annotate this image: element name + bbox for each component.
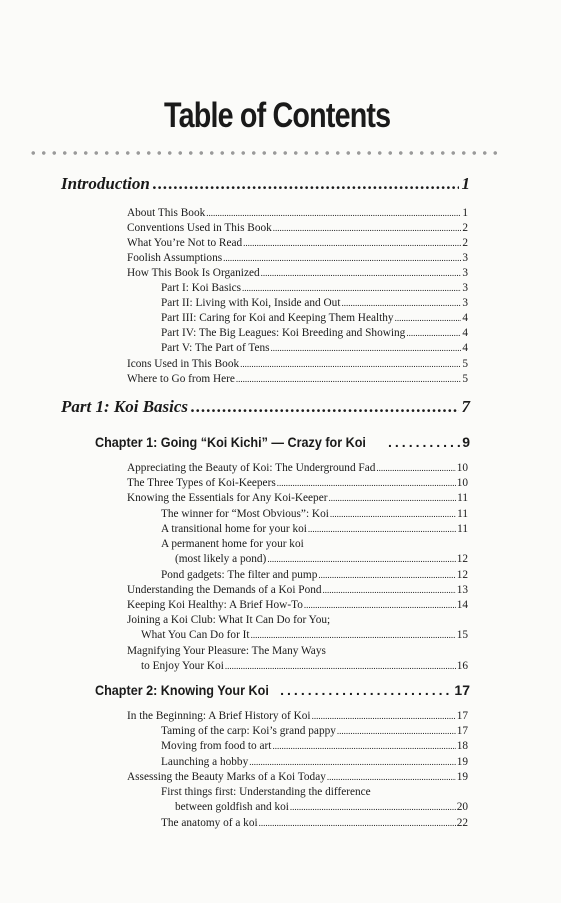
toc-entry[interactable] bbox=[127, 357, 468, 371]
chapter-label: Chapter 2: Knowing Your Koi bbox=[95, 682, 269, 698]
entry-label: The anatomy of a koi bbox=[161, 817, 258, 829]
entry-label: Taming of the carp: Koi’s grand pappy bbox=[161, 725, 336, 737]
toc-subentry[interactable] bbox=[161, 281, 468, 295]
page-number: 13 bbox=[456, 584, 468, 596]
dot-leader bbox=[261, 266, 462, 280]
dot-leader bbox=[304, 598, 456, 612]
entry-label: Part III: Caring for Koi and Keeping Them Healthy bbox=[161, 312, 394, 324]
dot-leader bbox=[225, 659, 456, 673]
toc-subentry[interactable] bbox=[161, 724, 468, 738]
dot-leader bbox=[251, 628, 456, 642]
toc-subentry[interactable] bbox=[161, 311, 468, 325]
toc-entry[interactable] bbox=[141, 659, 468, 673]
dot-leader bbox=[280, 682, 452, 698]
entry-label: between goldfish and koi bbox=[175, 801, 289, 813]
page-number: 3 bbox=[462, 267, 468, 279]
page-number: 19 bbox=[456, 756, 468, 768]
entry-label: Understanding the Demands of a Koi Pond bbox=[127, 584, 322, 596]
dot-leader bbox=[330, 507, 456, 521]
entry-label: Part I: Koi Basics bbox=[161, 282, 242, 294]
toc-entry[interactable] bbox=[127, 266, 468, 280]
page-number: 20 bbox=[456, 801, 468, 813]
entry-label: Where to Go from Here bbox=[127, 373, 235, 385]
page-number: 15 bbox=[456, 629, 468, 641]
toc-entry[interactable] bbox=[127, 709, 468, 723]
toc-entry[interactable] bbox=[127, 251, 468, 265]
toc-entry[interactable] bbox=[127, 236, 468, 250]
toc-entry[interactable] bbox=[127, 206, 468, 220]
toc-subentry[interactable] bbox=[161, 522, 468, 536]
page-number: 17 bbox=[454, 682, 470, 698]
dot-leader bbox=[243, 236, 461, 250]
part-label: Part 1: Koi Basics bbox=[61, 397, 189, 416]
toc-entry-line1[interactable]: Magnifying Your Pleasure: The Many Ways bbox=[127, 645, 326, 657]
toc-entry[interactable] bbox=[127, 372, 468, 386]
page-number: 18 bbox=[456, 740, 468, 752]
dot-leader bbox=[191, 397, 458, 417]
entry-label: Assessing the Beauty Marks of a Koi Today bbox=[127, 771, 326, 783]
dotted-divider bbox=[28, 150, 498, 156]
toc-subentry-line1[interactable]: A permanent home for your koi bbox=[161, 538, 304, 550]
toc-section-introduction[interactable] bbox=[61, 174, 470, 194]
page-number: 14 bbox=[456, 599, 468, 611]
page-title: Table of Contents bbox=[164, 96, 391, 135]
entry-label: Foolish Assumptions bbox=[127, 252, 223, 264]
page-number: 10 bbox=[456, 462, 468, 474]
dot-leader bbox=[236, 372, 461, 386]
toc-subentry[interactable] bbox=[161, 755, 468, 769]
page-number: 11 bbox=[457, 523, 468, 535]
entry-label: About This Book bbox=[127, 207, 206, 219]
toc-part-1[interactable] bbox=[61, 397, 470, 417]
dot-leader bbox=[388, 434, 460, 450]
entry-label: Conventions Used in This Book bbox=[127, 222, 272, 234]
page-number: 12 bbox=[456, 553, 468, 565]
dot-leader bbox=[272, 739, 455, 753]
entry-label: Launching a hobby bbox=[161, 756, 249, 768]
page-number: 5 bbox=[462, 373, 468, 385]
toc-entry-line1[interactable]: Joining a Koi Club: What It Can Do for You; bbox=[127, 614, 331, 626]
toc-subentry[interactable] bbox=[161, 568, 468, 582]
dot-leader bbox=[376, 461, 455, 475]
page-number: 1 bbox=[461, 174, 470, 193]
page-number: 17 bbox=[456, 710, 468, 722]
dot-leader bbox=[323, 583, 456, 597]
dot-leader bbox=[223, 251, 461, 265]
page-number: 3 bbox=[462, 252, 468, 264]
dot-leader bbox=[271, 341, 462, 355]
entry-label: Pond gadgets: The filter and pump bbox=[161, 569, 318, 581]
toc-subentry[interactable] bbox=[161, 816, 468, 830]
dot-leader bbox=[328, 491, 456, 505]
toc-entry[interactable] bbox=[141, 628, 468, 642]
entry-label: Part IV: The Big Leagues: Koi Breeding and Showing bbox=[161, 327, 406, 339]
entry-label: Part II: Living with Koi, Inside and Out bbox=[161, 297, 341, 309]
page-number: 4 bbox=[462, 312, 468, 324]
entry-label: (most likely a pond) bbox=[175, 553, 267, 565]
dot-leader bbox=[312, 709, 456, 723]
page-number: 11 bbox=[457, 492, 468, 504]
toc-chapter-1[interactable] bbox=[95, 434, 470, 450]
entry-label: Moving from food to art bbox=[161, 740, 272, 752]
dot-leader bbox=[267, 552, 455, 566]
page-number: 2 bbox=[462, 222, 468, 234]
entry-label: The winner for “Most Obvious”: Koi bbox=[161, 508, 329, 520]
page-number: 3 bbox=[462, 297, 468, 309]
toc-entry[interactable] bbox=[127, 583, 468, 597]
page-number: 10 bbox=[456, 477, 468, 489]
dot-leader bbox=[240, 357, 461, 371]
page-number: 4 bbox=[462, 342, 468, 354]
page-number: 11 bbox=[457, 508, 468, 520]
dot-leader bbox=[327, 770, 456, 784]
section-label: Introduction bbox=[61, 174, 150, 193]
toc-subentry-line1[interactable]: First things first: Understanding the difference bbox=[161, 786, 371, 798]
toc-subentry[interactable] bbox=[161, 739, 468, 753]
dot-leader bbox=[273, 221, 462, 235]
dot-leader bbox=[153, 174, 459, 194]
page-number: 16 bbox=[456, 660, 468, 672]
page-number: 12 bbox=[456, 569, 468, 581]
page-number: 17 bbox=[456, 725, 468, 737]
page-number: 3 bbox=[462, 282, 468, 294]
toc-subentry[interactable] bbox=[161, 341, 468, 355]
page-number: 7 bbox=[461, 397, 470, 416]
entry-label: A transitional home for your koi bbox=[161, 523, 307, 535]
dot-leader bbox=[277, 476, 456, 490]
entry-label: In the Beginning: A Brief History of Koi bbox=[127, 710, 311, 722]
entry-label: Knowing the Essentials for Any Koi-Keeper bbox=[127, 492, 328, 504]
toc-chapter-2[interactable] bbox=[95, 682, 470, 698]
page-number: 5 bbox=[462, 358, 468, 370]
dot-leader bbox=[290, 800, 456, 814]
toc-entry[interactable] bbox=[127, 770, 468, 784]
page-number: 4 bbox=[462, 327, 468, 339]
dot-leader bbox=[406, 326, 461, 340]
entry-label: How This Book Is Organized bbox=[127, 267, 260, 279]
dot-leader bbox=[337, 724, 456, 738]
toc-entry[interactable] bbox=[127, 598, 468, 612]
dot-leader bbox=[395, 311, 462, 325]
dot-leader bbox=[341, 296, 461, 310]
toc-subentry[interactable] bbox=[175, 800, 468, 814]
dot-leader bbox=[206, 206, 461, 220]
toc-subentry[interactable] bbox=[175, 552, 468, 566]
toc-subentry[interactable] bbox=[161, 296, 468, 310]
entry-label: The Three Types of Koi-Keepers bbox=[127, 477, 276, 489]
chapter-label: Chapter 1: Going “Koi Kichi” — Crazy for Koi bbox=[95, 434, 366, 450]
entry-label: What You’re Not to Read bbox=[127, 237, 243, 249]
entry-label: Part V: The Part of Tens bbox=[161, 342, 270, 354]
page-number: 9 bbox=[462, 434, 470, 450]
entry-label: to Enjoy Your Koi bbox=[141, 660, 224, 672]
page-number: 2 bbox=[462, 237, 468, 249]
entry-label: Icons Used in This Book bbox=[127, 358, 240, 370]
toc-entry[interactable] bbox=[127, 491, 468, 505]
entry-label: What You Can Do for It bbox=[141, 629, 250, 641]
dot-leader bbox=[259, 816, 456, 830]
toc-subentry[interactable] bbox=[161, 326, 468, 340]
dot-leader bbox=[249, 755, 455, 769]
toc-entry[interactable] bbox=[127, 476, 468, 490]
toc-entry[interactable] bbox=[127, 461, 468, 475]
entry-label: Keeping Koi Healthy: A Brief How-To bbox=[127, 599, 303, 611]
page-number: 1 bbox=[462, 207, 468, 219]
toc-entry[interactable] bbox=[127, 221, 468, 235]
toc-subentry[interactable] bbox=[161, 507, 468, 521]
dot-leader bbox=[242, 281, 461, 295]
page-number: 22 bbox=[456, 817, 468, 829]
page-number: 19 bbox=[456, 771, 468, 783]
dot-leader bbox=[318, 568, 455, 582]
entry-label: Appreciating the Beauty of Koi: The Underground Fad bbox=[127, 462, 376, 474]
dot-leader bbox=[308, 522, 456, 536]
